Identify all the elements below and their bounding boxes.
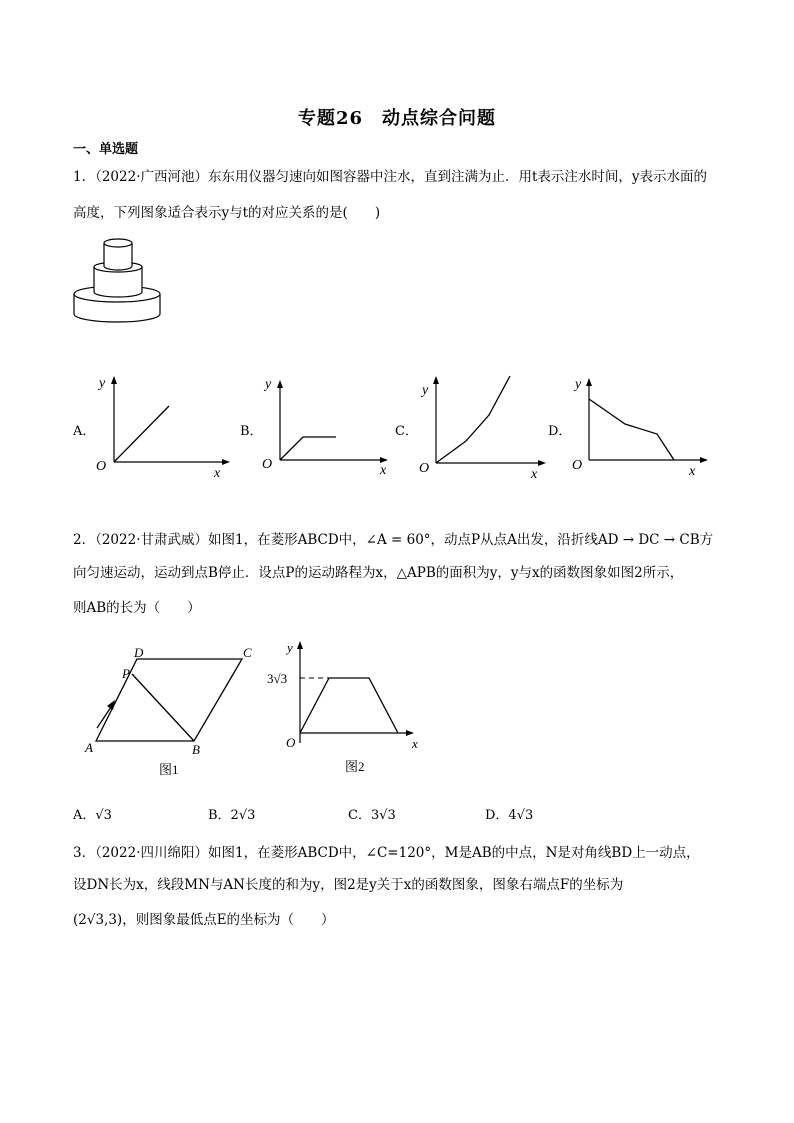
q1-option-b-graph[interactable] xyxy=(256,370,401,480)
fig2-caption: 图2 xyxy=(345,759,365,774)
section-heading: 一、单选题 xyxy=(73,142,139,157)
q3-line3: (2√3,3)，则图象最低点E的坐标为（ ） xyxy=(73,912,335,928)
q2-option-a[interactable]: A．√3 xyxy=(73,808,112,823)
q3-line2: 设DN长为x，线段MN与AN长度的和为y，图2是y关于x的函数图象，图象右端点F的坐标为 xyxy=(73,877,624,893)
container-figure xyxy=(70,236,170,328)
vertex-a-label: A xyxy=(85,740,93,755)
q2-option-d[interactable]: D．4√3 xyxy=(485,808,534,823)
q1-option-a-label: A． xyxy=(73,424,96,439)
q2-line1: 2．（2022·甘肃武威）如图1，在菱形ABCD中，∠A = 60°，动点P从点A出发，沿折线AD → DC → CB方 xyxy=(73,532,714,548)
y-axis-label: y xyxy=(422,383,429,398)
q1-option-d-graph[interactable] xyxy=(566,370,716,480)
q3-line1: 3．（2022·四川绵阳）如图1，在菱形ABCD中，∠C=120°，M是AB的中点，N是对角线BD上一动点， xyxy=(73,845,700,861)
y-axis-label: y xyxy=(287,640,293,655)
q1-option-b-label: B． xyxy=(240,424,263,439)
q1-option-c-graph[interactable] xyxy=(414,368,559,480)
vertex-d-label: D xyxy=(134,645,144,660)
origin-label: O xyxy=(286,735,296,750)
vertex-c-label: C xyxy=(243,645,252,660)
max-value-label: 3√3 xyxy=(267,671,288,686)
origin-label: O xyxy=(96,459,107,474)
q2-line2: 向匀速运动，运动到点B停止．设点P的运动路程为x，△APB的面积为y，y与x的函数图象如图2所示， xyxy=(73,565,684,581)
x-axis-label: x xyxy=(214,466,221,480)
q2-option-b[interactable]: B．2√3 xyxy=(208,808,256,823)
origin-label: O xyxy=(419,461,430,476)
y-axis-label: y xyxy=(99,376,106,391)
x-axis-label: x xyxy=(380,463,387,478)
fig1-caption: 图1 xyxy=(159,762,179,777)
y-axis-label: y xyxy=(575,377,582,392)
q2-option-c[interactable]: C．3√3 xyxy=(348,808,396,823)
q2-figure2-graph xyxy=(262,635,432,780)
x-axis-label: x xyxy=(531,467,538,480)
q1-option-c-label: C． xyxy=(395,424,418,439)
q2-figure1-rhombus xyxy=(80,640,260,780)
x-axis-label: x xyxy=(412,736,418,751)
origin-label: O xyxy=(262,457,273,472)
q1-line1: 1．（2022·广西河池）东东用仪器匀速向如图容器中注水，直到注满为止．用t表示注水时间，y表示水面的 xyxy=(73,169,708,185)
vertex-b-label: B xyxy=(192,742,200,757)
q1-option-a-graph[interactable] xyxy=(90,370,235,480)
q1-option-d-label: D． xyxy=(548,424,572,439)
point-p-label: P xyxy=(122,666,130,681)
y-axis-label: y xyxy=(265,377,272,392)
q2-line3: 则AB的长为（ ） xyxy=(73,600,201,616)
q1-line2: 高度，下列图象适合表示y与t的对应关系的是( ) xyxy=(73,205,381,221)
origin-label: O xyxy=(572,458,583,473)
x-axis-label: x xyxy=(689,464,696,479)
page-title: 专题26 动点综合问题 xyxy=(297,108,497,129)
